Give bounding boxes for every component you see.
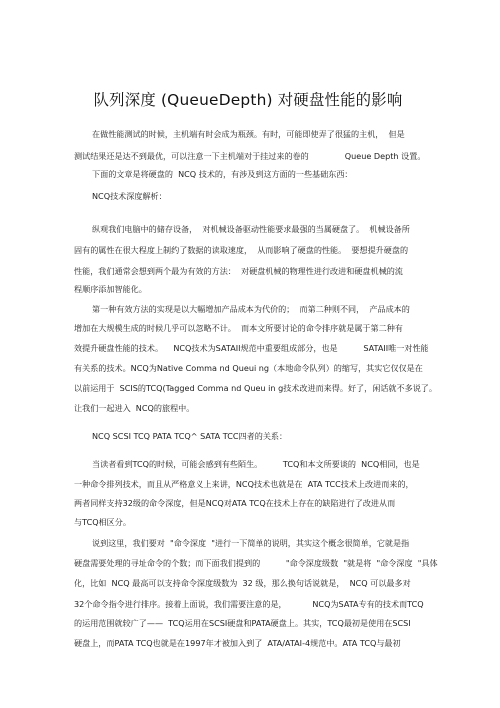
section-heading: NCQ SCSI TCQ PATA TCQ^ SATA TCC四者的关系：	[92, 431, 288, 441]
paragraph-line: 效提升硬盘性能的技术。 NCQ技术为SATAII规范中重要组成部分，也是 SATAII唯一对性能	[74, 343, 429, 353]
paragraph-line: 在做性能测试的时候，主机端有时会成为瓶颈。有时，可能即使弄了很猛的主机， 但是	[92, 129, 405, 139]
paragraph-line: 化，比如 NCQ 最高可以支持命令深度级数为 32 级，那么换句话说就是， NCQ 可以最多对	[74, 578, 411, 588]
paragraph-line: 性能，我们通常会想到两个最为有效的方法： 对硬盘机械的物理性进行改进和硬盘机械的流	[74, 266, 403, 276]
paragraph-line: 一种命令排列技术，而且从严格意义上来讲，NCQ技术也就是在 ATA TCC技术上改进而来的，	[74, 479, 414, 489]
paragraph-line: 固有的属性在很大程度上制约了数据的读取速度， 从而影响了硬盘的性能。 要想提升硬盘的	[74, 245, 409, 255]
paragraph-line: 纵观我们电脑中的储存设备， 对机械设备驱动性能要求最强的当属硬盘了。 机械设备所	[92, 224, 410, 234]
paragraph-line: 说到这里，我们要对 "命令深度 "进行一下简单的说明，其实这个概念很简单，它就是指	[92, 538, 410, 548]
paragraph-line: 与TCQ相区分。	[74, 517, 131, 527]
paragraph-line: 测试结果还是达不到最优，可以注意一下主机端对于挂过来的卷的 Queue Depth 设置。	[74, 151, 426, 161]
paragraph-line: 以前运用于 SCIS的TCQ(Tagged Comma nd Queu in g技术改进而来得。好了，闲话就不多说了。	[74, 383, 437, 393]
paragraph-line: 程顺序添加智能化。	[74, 284, 147, 294]
paragraph-line: 两者同样支持32级的命令深度，但是NCQ对ATA TCQ在技术上存在的缺陷进行了改进从而	[74, 498, 396, 508]
paragraph-line: 让我们一起进入 NCQ的旅程中。	[74, 403, 195, 413]
paragraph-line: 有关系的技术。NCQ为Native Comma nd Queui ng（本地命令队列）的缩写，其实它仅仅是在	[74, 363, 423, 373]
paragraph-line: 硬盘需要处理的寻址命令的个数；而下面我们提到的 "命令深度级数 "就是将 "命令深度 "具体	[74, 558, 438, 568]
section-heading: NCQ技术深度解析：	[92, 191, 167, 201]
paragraph-line: 32个命令指令进行排序。接着上面说，我们需要注意的是， NCQ为SATA专有的技术而TCQ	[74, 599, 424, 609]
document-title: 队列深度 (QueueDepth) 对硬盘性能的影响	[93, 91, 403, 109]
paragraph-line: 硬盘上，而PATA TCQ也就是在1997年才被加入到了 ATA/ATAI-4规范中。ATA TCQ与最初	[74, 638, 401, 648]
paragraph-line: 当读者看到TCQ的时候，可能会感到有些陌生。 TCQ和本文所要谈的 NCQ相同，也是	[92, 459, 420, 469]
paragraph-line: 下面的文章是将硬盘的 NCQ 技术的，有涉及到这方面的一些基础东西：	[92, 169, 353, 179]
paragraph-line: 第一种有效方法的实现是以大幅增加产品成本为代价的； 而第二种则不同， 产品成本的	[92, 304, 410, 314]
paragraph-line: 的运用范围就较广了—— TCQ运用在SCSI硬盘和PATA硬盘上。其实，TCQ最初是使用在SCSI	[74, 618, 411, 628]
paragraph-line: 增加在大规模生成的时候几乎可以忽略不计。 而本文所要讨论的命令排序就是属于第二种有	[74, 323, 403, 333]
